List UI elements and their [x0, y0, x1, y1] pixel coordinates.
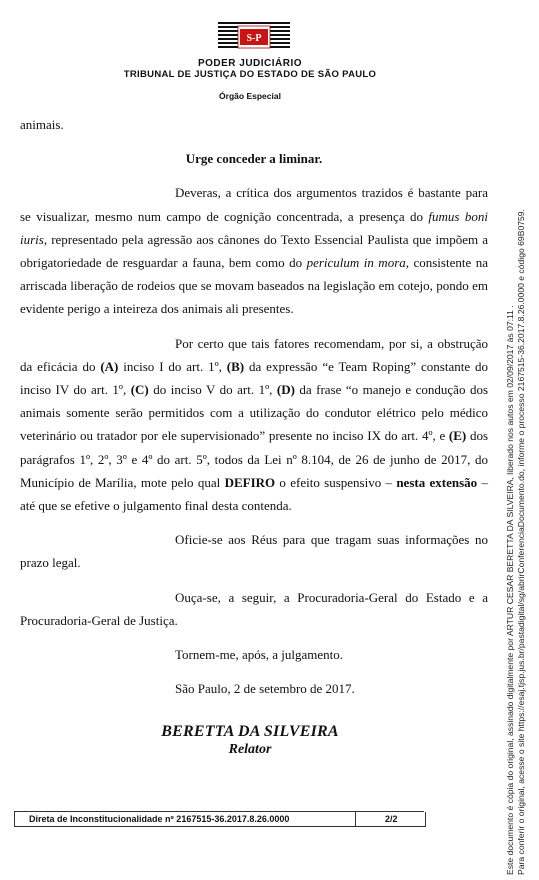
document-body: [20, 113, 488, 700]
court-logo: [218, 22, 290, 50]
paragraph-7: São Paulo, 2 de setembro de 2017.: [175, 681, 355, 697]
footer-box: [14, 812, 426, 827]
tribunal-name: TRIBUNAL DE JUSTIÇA DO ESTADO DE SÃO PAULO: [123, 69, 377, 80]
paragraph-6: Tornem-me, após, a julgamento.: [175, 647, 344, 663]
paragraph-2: Deveras, a crítica dos argumentos trazidos é bastante para se visualizar, mesmo num campo de cognição concentrada, a presença do fumus boni iuris, representado pela agressão aos cânones do Texto Essencial Paulista que impõem a obrigatoriedade de resguardar a fauna, bem como do periculum in mora, consistente na arriscada liberação de rodeios que se movam baseados na legislação em cotejo, pondo em evidente perigo a inteireza dos animais ali presentes.: [20, 185, 488, 317]
paragraph-4: Oficie-se aos Réus para que tragam suas informações no prazo legal.: [20, 532, 488, 571]
paragraph-3: Por certo que tais fatores recomendam, por si, a obstrução da eficácia do (A) inciso I do art. 1º, (B) da expressão “e Team Roping” constante do inciso IV do art. 1º, (C) do inciso V do art. 1º, (D) da frase “o manejo e condução dos animais somente serão permitidos com a utilização do condutor elétrico pelo médico veterinário ou tratador por ele supervisionado” presente no inciso IX do art. 4º, e (E) dos parágrafos 1º, 2º, 3º e 4º do art. 5º, todos da Lei nº 8.104, de 26 de junho de 2017, do Município de Marília, mote pelo qual DEFIRO o efeito suspensivo – nesta extensão – até que se efetive o julgamento final desta contenda.: [20, 335, 488, 514]
organ-name: Órgão Especial: [219, 91, 281, 101]
paragraph-0: animais.: [20, 117, 64, 132]
logo-text: S-P: [246, 33, 262, 44]
side-note-line-2: Para conferir o original, acesse o site https://esaj.tjsp.jus.br/pastadigital/sg/abrirConferenciaDocumento.do, informe o processo 2167515-36.2017.8.26.0000 e código 69B0759.: [516, 209, 526, 875]
court-name: PODER JUDICIÁRIO: [197, 58, 303, 69]
side-verification-note: [505, 5, 527, 875]
paragraph-1: Urge conceder a liminar.: [185, 151, 323, 167]
page-number: 2/2: [385, 814, 398, 824]
side-note-line-1: Este documento é cópia do original, assinado digitalmente por ARTUR CESAR BERETTA DA SILVEIRA, liberado nos autos em 02/09/2017 às 07:11 .: [505, 305, 515, 875]
signature-name: BERETTA DA SILVEIRA: [161, 723, 339, 740]
signature-role: Relator: [228, 742, 272, 757]
footer-separator: [355, 812, 356, 826]
paragraph-5: Ouça-se, a seguir, a Procuradoria-Geral do Estado e a Procuradoria-Geral de Justiça.: [20, 589, 488, 628]
case-reference: Direta de Inconstitucionalidade nº 2167515-36.2017.8.26.0000: [29, 814, 290, 824]
